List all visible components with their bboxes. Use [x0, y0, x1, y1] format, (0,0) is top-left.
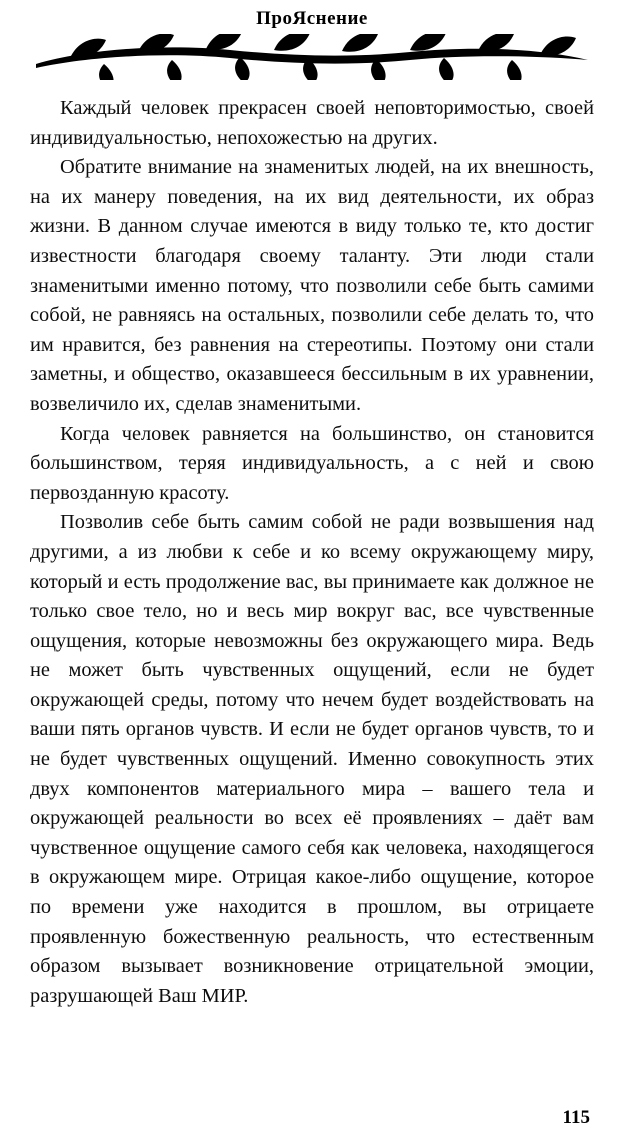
page-header-title: ПроЯснение [256, 8, 368, 29]
leafy-vine-divider-icon [30, 34, 594, 80]
page-body [30, 94, 594, 1011]
paragraph-2: Обратите внимание на знаменитых людей, на их внешность, на их манеру поведения, на их вид деятельности, их образ жизни. В данном случае имеются в виду только те, кто достиг известности благодаря своему таланту. Эти люди стали знаменитыми именно потому, что позволили себе быть самими собой, не равняясь на остальных, позволили себе делать то, что им нравится, без равнения на стереотипы. Поэтому они стали заметны, и общество, оказавшееся бессильным в их уравнении, возвеличило их, сделав знаменитыми. [30, 156, 594, 415]
paragraph-1: Каждый человек прекрасен своей неповторимостью, своей индивидуальностью, непохожестью на других. [30, 97, 594, 149]
paragraph-3: Когда человек равняется на большинство, он становится большинством, теряя индивидуальность, а с ней и свою первозданную красоту. [30, 422, 594, 504]
paragraph-4: Позволив себе быть самим собой не ради возвышения над другими, а из любви к себе и ко всему окружающему миру, который и есть продолжение вас, вы принимаете как должное не только свое тело, но и весь мир вокруг вас, все чувственные ощущения, которые невозможны без окружающего мира. Ведь не может быть чувственных ощущений, если не будет окружающей среды, потому что нечем будет воздействовать на ваши пять органов чувств. И если не будет органов чувств, то и не будет чувственных ощущений. Именно совокупность этих двух компонентов материального мира – вашего тела и окружающей реальности во всех её проявлениях – даёт вам чувственное ощущение самого себя как человека, находящегося в окружающем мире. Отрицая какое-либо ощущение, которое по времени уже находится в прошлом, вы отрицаете проявленную божественную реальность, что естественным образом вызывает возникновение отрицательной эмоции, разрушающей Ваш МИР. [30, 511, 594, 1007]
page-number: 115 [562, 1107, 590, 1128]
